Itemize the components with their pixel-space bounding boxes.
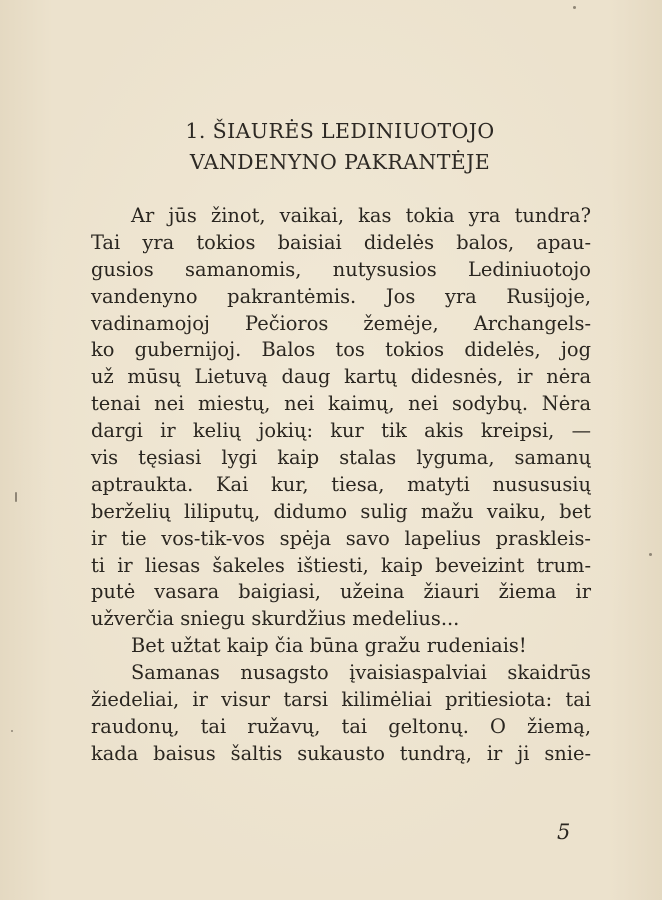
text-line: Tai yra tokios baisiai didelės balos, apau-	[91, 230, 591, 254]
text-line: žiedeliai, ir visur tarsi kilimėliai pritiesiota: tai	[91, 688, 591, 712]
paper-speck	[15, 492, 17, 502]
text-line: aptraukta. Kai kur, tiesa, matyti nusususių	[91, 472, 591, 496]
text-line: ir tie vos-tik-vos spėja savo lapelius praskleis-	[91, 526, 591, 550]
text-line: dargi ir kelių jokių: kur tik akis kreipsi, —	[91, 419, 591, 443]
chapter-heading-line-2: VANDENYNO PAKRANTĖJE	[189, 150, 491, 174]
paper-speck	[11, 730, 13, 732]
paper-speck	[573, 6, 576, 9]
body-text	[91, 203, 591, 768]
text-line: gusios samanomis, nutysusios Lediniuotojo	[91, 257, 591, 281]
text-line: vis tęsiasi lygi kaip stalas lyguma, samanų	[91, 446, 591, 470]
text-line: užverčia sniegu skurdžius medelius...	[91, 607, 460, 631]
text-line: už mūsų Lietuvą daug kartų didesnės, ir nėra	[91, 365, 591, 389]
paper-speck	[649, 553, 652, 556]
text-line: ko gubernijoj. Balos tos tokios didelės, jog	[91, 338, 591, 362]
text-line: Bet užtat kaip čia būna gražu rudeniais!	[131, 634, 527, 658]
text-line: Samanas nusagsto įvaisiaspalviai skaidrūs	[131, 661, 591, 685]
chapter-heading	[90, 116, 590, 178]
chapter-heading-line-1: 1. ŠIAURĖS LEDINIUOTOJO	[185, 119, 495, 143]
text-line: vadinamojoj Pečioros žemėje, Archangels-	[91, 311, 591, 335]
text-line: berželių liliputų, didumo sulig mažu vaiku, bet	[91, 499, 591, 523]
text-line: raudonų, tai ružavų, tai geltonų. O žiemą,	[91, 714, 591, 738]
text-line: tenai nei miestų, nei kaimų, nei sodybų. Nėra	[91, 392, 591, 416]
text-line: putė vasara baigiasi, užeina žiauri žiema ir	[91, 580, 591, 604]
page-number: 5	[557, 820, 571, 844]
text-line: vandenyno pakrantėmis. Jos yra Rusijoje,	[91, 284, 591, 308]
text-line: Ar jūs žinot, vaikai, kas tokia yra tundra?	[131, 204, 591, 227]
text-line: kada baisus šaltis sukausto tundrą, ir ji snie-	[91, 741, 591, 765]
text-line: ti ir liesas šakeles ištiesti, kaip beveizint trum-	[91, 553, 591, 577]
